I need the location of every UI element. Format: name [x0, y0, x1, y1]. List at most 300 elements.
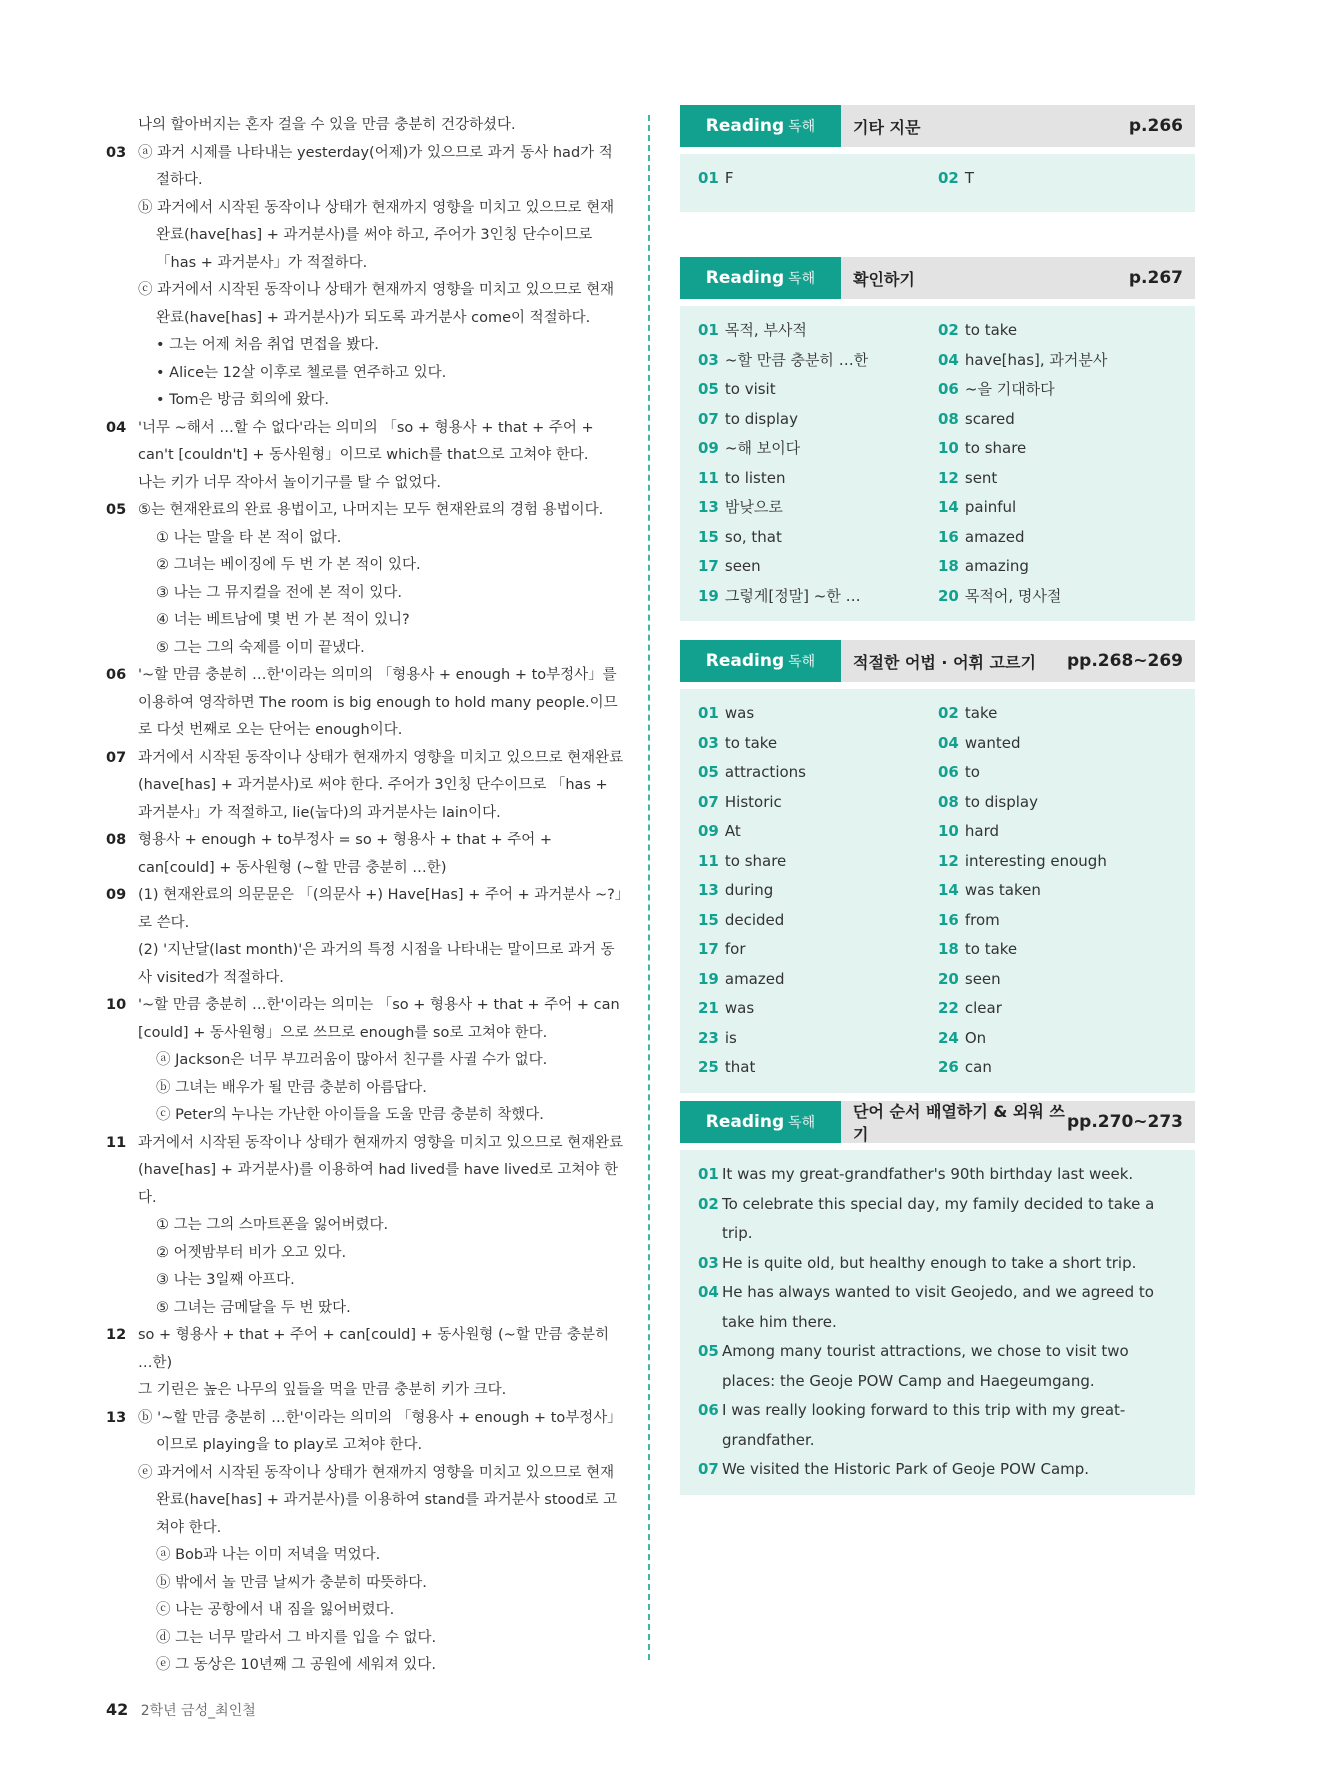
item-number: [106, 1542, 138, 1570]
answer-value: wanted: [964, 733, 1021, 752]
explanation-row: [106, 552, 626, 580]
answer-grid: [698, 316, 1177, 611]
explanation-row: [106, 1570, 626, 1598]
badge-sub-label: 독해: [788, 119, 816, 135]
answer-item: [698, 493, 938, 523]
answer-value: 목적어, 명사절: [964, 586, 1062, 605]
intro-text: 나의 할아버지는 혼자 걸을 수 있을 만큼 충분히 건강하셨다.: [138, 117, 516, 133]
explanation-text: • Alice는 12살 이후로 첼로를 연주하고 있다.: [156, 364, 447, 381]
reading-badge: [680, 257, 841, 299]
item-number: [106, 360, 138, 388]
explanation-text: ⓐ Bob과 나는 이미 저녁을 먹었다.: [156, 1547, 381, 1563]
item-number: 12: [106, 1327, 127, 1343]
item-number: [106, 277, 138, 332]
answer-value: 밤낮으로: [724, 498, 783, 516]
section-page: p.267: [1128, 268, 1183, 288]
explanation-text: ③ 나는 그 뮤지컬을 전에 본 적이 있다.: [156, 584, 402, 601]
reading-badge: [680, 640, 841, 682]
answer-number: 02: [938, 169, 959, 187]
answer-number: 25: [698, 1058, 719, 1076]
item-number: [106, 470, 138, 498]
answer-item: [698, 994, 938, 1024]
answer-value: ~을 기대하다: [964, 380, 1055, 398]
section-title-bar: [841, 1101, 1195, 1143]
explanation-text: ⓔ 과거에서 시작된 동작이나 상태가 현재까지 영향을 미치고 있으므로 현재완료(have[has] + 과거분사)를 이용하여 stand를 과거분사 stood로 고쳐야 한다.: [138, 1464, 618, 1536]
answer-box: [680, 1150, 1195, 1495]
answer-item: [698, 935, 938, 965]
item-number: [106, 1570, 138, 1598]
item-number: 06: [106, 667, 127, 683]
answer-value: to display: [724, 409, 798, 428]
sentence-item: [698, 1278, 1177, 1337]
answer-number: 18: [938, 557, 959, 575]
item-number: [106, 1597, 138, 1625]
section-page: p.266: [1128, 116, 1183, 136]
section-title: 기타 지문: [853, 117, 921, 137]
item-number: 07: [106, 749, 127, 766]
answer-number: 09: [698, 822, 719, 840]
explanation-row: [106, 1597, 626, 1625]
answer-item: [938, 729, 1177, 759]
answer-number: 17: [698, 557, 719, 575]
answer-value: amazing: [964, 557, 1029, 575]
answer-item: [938, 434, 1177, 464]
answer-item: [698, 464, 938, 494]
explanation-text: ⑤ 그녀는 금메달을 두 번 땄다.: [156, 1299, 351, 1316]
section-header: [680, 257, 1195, 299]
answer-value: to visit: [724, 380, 776, 398]
explanation-row: [106, 195, 626, 278]
answer-value: ~해 보이다: [724, 439, 801, 457]
explanation-text: ① 그는 그의 스마트폰을 잃어버렸다.: [156, 1217, 389, 1233]
item-number: 03: [106, 144, 127, 161]
answer-value: can: [964, 1058, 992, 1076]
explanation-text: • 그는 어제 처음 취업 면접을 봤다.: [156, 337, 379, 353]
explanation-row: [106, 1405, 626, 1460]
answer-value: sent: [964, 468, 998, 487]
item-number: [106, 1102, 138, 1130]
explanation-row: [106, 470, 626, 498]
explanation-text: 그 기린은 높은 나무의 잎들을 먹을 만큼 충분히 키가 크다.: [138, 1382, 507, 1398]
explanation-row: [106, 1047, 626, 1075]
answer-value: to take: [724, 733, 778, 752]
answer-value: during: [724, 881, 774, 899]
explanation-text: ⓓ 그는 너무 말라서 그 바지를 입을 수 없다.: [156, 1629, 437, 1646]
answer-item: [938, 523, 1177, 553]
item-number: [106, 387, 138, 415]
answer-item: [698, 906, 938, 936]
explanation-text: ⓐ 과거 시제를 나타내는 yesterday(어제)가 있으므로 과거 동사 had가 적절하다.: [138, 144, 613, 188]
answer-value: have[has], 과거분사: [964, 350, 1108, 369]
item-number: 08: [106, 832, 127, 848]
item-number: [106, 1240, 138, 1268]
answer-value: Historic: [724, 792, 782, 811]
answer-value: was: [724, 704, 755, 722]
explanation-text: (1) 현재완료의 의문문은 「(의문사 +) Have[Has] + 주어 + 과거분사 ~?」로 쓴다.: [138, 887, 623, 931]
sentence-text: It was my great-grandfather's 90th birthday last week.: [722, 1165, 1134, 1183]
answer-item: [938, 699, 1177, 729]
item-number: 10: [106, 997, 127, 1013]
item-number: 11: [106, 1134, 127, 1151]
answer-number: 26: [938, 1058, 959, 1076]
answer-value: At: [724, 822, 741, 840]
answer-grid: [698, 164, 1177, 194]
answer-number: 02: [938, 321, 959, 339]
explanation-text: ③ 나는 3일째 아프다.: [156, 1272, 295, 1288]
answer-number: 22: [938, 999, 959, 1017]
sentence-number: 01: [698, 1165, 719, 1183]
item-number: [106, 552, 138, 580]
item-number: [106, 1377, 138, 1405]
answer-item: [938, 758, 1177, 788]
answer-value: so, that: [724, 527, 782, 546]
item-number: [106, 332, 138, 360]
explanation-row: [106, 607, 626, 635]
answer-item: [698, 552, 938, 582]
answer-value: seen: [724, 557, 761, 575]
sentence-text: I was really looking forward to this trip with my great-grandfather.: [722, 1401, 1126, 1449]
answer-number: 12: [938, 851, 959, 870]
answer-number: 08: [938, 409, 959, 428]
explanation-row: [106, 745, 626, 828]
sentence-text: We visited the Historic Park of Geoje POW Camp.: [722, 1460, 1090, 1478]
section-title: 적절한 어법 · 어휘 고르기: [853, 652, 1036, 672]
answer-item: [938, 847, 1177, 877]
sentence-item: [698, 1190, 1177, 1249]
explanation-row: [106, 992, 626, 1047]
explanation-row: [106, 1652, 626, 1680]
answer-number: 07: [698, 409, 719, 428]
answer-item: [938, 935, 1177, 965]
answer-item: [698, 788, 938, 818]
answer-value: was taken: [964, 881, 1041, 899]
item-number: 09: [106, 887, 127, 903]
answer-value: to display: [964, 792, 1038, 811]
explanation-text: ② 그녀는 베이징에 두 번 가 본 적이 있다.: [156, 557, 421, 573]
answer-value: hard: [964, 822, 999, 840]
explanation-row: [106, 580, 626, 608]
answer-item: [938, 346, 1177, 376]
answer-item: [938, 316, 1177, 346]
answer-value: decided: [724, 910, 785, 929]
answer-item: [698, 758, 938, 788]
answer-item: [698, 729, 938, 759]
answer-item: [698, 876, 938, 906]
section-title-bar: [841, 640, 1195, 682]
explanation-text: ⓑ '~할 만큼 충분히 …한'이라는 의미의 「형용사 + enough + to부정사」이므로 playing을 to play로 고쳐야 한다.: [138, 1409, 622, 1453]
answer-value: to take: [964, 940, 1018, 958]
section-page: pp.268~269: [1066, 651, 1183, 671]
answer-value: was: [724, 999, 755, 1017]
answer-value: is: [724, 1028, 737, 1047]
answer-item: [938, 375, 1177, 405]
answer-value: attractions: [724, 763, 806, 781]
answer-item: [698, 164, 938, 194]
sentence-number: 05: [698, 1342, 719, 1360]
explanation-text: 과거에서 시작된 동작이나 상태가 현재까지 영향을 미치고 있으므로 현재완료(have[has] + 과거분사)로 써야 한다. 주어가 3인칭 단수이므로 「has + 과거분사」가 적절하고, lie(눕다)의 과거분사는 lain이다.: [138, 749, 624, 821]
footer-text: 2학년 금성_최인철: [140, 1703, 256, 1719]
explanation-row: [106, 1102, 626, 1130]
answer-number: 06: [938, 380, 959, 398]
item-number: [106, 580, 138, 608]
answer-value: for: [724, 940, 746, 958]
answer-number: 03: [698, 733, 719, 752]
answer-value: to share: [964, 439, 1027, 457]
explanation-row: [106, 1460, 626, 1543]
answer-number: 13: [698, 881, 719, 899]
item-number: [106, 1075, 138, 1103]
answer-number: 05: [698, 763, 719, 781]
explanation-text: ⓔ 그 동상은 10년째 그 공원에 세워져 있다.: [156, 1657, 436, 1673]
explanation-row: [106, 1625, 626, 1653]
item-number: [106, 1047, 138, 1075]
answer-item: [698, 1053, 938, 1083]
explanation-text: so + 형용사 + that + 주어 + can[could] + 동사원형 (~할 만큼 충분히 …한): [138, 1327, 610, 1371]
answer-number: 23: [698, 1028, 719, 1047]
column-divider: [648, 115, 650, 1660]
explanation-row: [106, 1240, 626, 1268]
answer-item: [938, 552, 1177, 582]
sentence-item: [698, 1396, 1177, 1455]
answer-item: [938, 405, 1177, 435]
explanation-row: [106, 525, 626, 553]
sentence-number: 06: [698, 1401, 719, 1419]
item-number: 04: [106, 419, 127, 436]
answer-item: [938, 906, 1177, 936]
answer-value: to share: [724, 851, 787, 870]
answer-number: 20: [938, 969, 959, 988]
answer-number: 01: [698, 704, 719, 722]
explanation-row: [106, 1267, 626, 1295]
explanation-row: [106, 360, 626, 388]
answer-value: ~할 만큼 충분히 …한: [724, 350, 869, 369]
sentence-item: [698, 1160, 1177, 1190]
sentence-number: 04: [698, 1283, 719, 1301]
answer-item: [938, 817, 1177, 847]
section-header: [680, 105, 1195, 147]
answer-value: to listen: [724, 468, 786, 487]
explanation-text: ② 어젯밤부터 비가 오고 있다.: [156, 1244, 347, 1261]
answer-value: 목적, 부사적: [724, 321, 807, 339]
explanation-text: ① 나는 말을 타 본 적이 없다.: [156, 529, 342, 546]
section-title-bar: [841, 257, 1195, 299]
item-number: [106, 1295, 138, 1323]
section-title-bar: [841, 105, 1195, 147]
answer-number: 01: [698, 169, 719, 187]
explanation-row: [106, 497, 626, 525]
answer-item: [938, 582, 1177, 612]
sentence-item: [698, 1249, 1177, 1279]
answer-number: 15: [698, 910, 719, 929]
answer-number: 13: [698, 498, 719, 516]
answer-item: [938, 1024, 1177, 1054]
answer-item: [938, 1053, 1177, 1083]
answer-number: 03: [698, 350, 719, 369]
section-header: [680, 640, 1195, 682]
explanation-row: [106, 937, 626, 992]
answer-number: 17: [698, 940, 719, 958]
answer-box: [680, 306, 1195, 621]
explanation-row: [106, 140, 626, 195]
answer-item: [938, 876, 1177, 906]
explanation-text: ⓒ Peter의 누나는 가난한 아이들을 도울 만큼 충분히 착했다.: [156, 1107, 544, 1123]
answer-number: 07: [698, 792, 719, 811]
badge-sub-label: 독해: [788, 1115, 816, 1131]
explanation-text: • Tom은 방금 회의에 왔다.: [156, 392, 330, 408]
left-column: [106, 112, 626, 1680]
answer-number: 16: [938, 527, 959, 546]
answer-item: [698, 434, 938, 464]
explanation-row: [106, 662, 626, 745]
answer-number: 10: [938, 822, 959, 840]
answer-number: 04: [938, 733, 959, 752]
answer-item: [698, 316, 938, 346]
answer-item: [938, 965, 1177, 995]
answer-number: 18: [938, 940, 959, 958]
answer-item: [698, 405, 938, 435]
badge-sub-label: 독해: [788, 654, 816, 670]
answer-number: 19: [698, 969, 719, 988]
explanation-row: [106, 1130, 626, 1213]
sentence-text: Among many tourist attractions, we chose to visit two places: the Geoje POW Camp and Haegeumgang.: [722, 1342, 1129, 1390]
answer-number: 01: [698, 321, 719, 339]
answer-item: [698, 582, 938, 612]
item-number: [106, 937, 138, 992]
explanation-text: ⑤ 그는 그의 숙제를 이미 끝냈다.: [156, 639, 365, 656]
explanation-text: ⓐ Jackson은 너무 부끄러움이 많아서 친구를 사귈 수가 없다.: [156, 1052, 548, 1068]
answer-section: [680, 257, 1195, 621]
item-number: 05: [106, 502, 127, 518]
item-number: [106, 607, 138, 635]
answer-value: that: [724, 1058, 756, 1076]
item-number: [106, 1652, 138, 1680]
answer-box: [680, 689, 1195, 1093]
sentence-item: [698, 1455, 1177, 1485]
sentence-number: 03: [698, 1253, 719, 1272]
explanation-row: [106, 1212, 626, 1240]
explanation-row: [106, 1322, 626, 1377]
sentence-item: [698, 1337, 1177, 1396]
section-title: 단어 순서 배열하기 & 외워 쓰기: [853, 1102, 1065, 1144]
explanation-text: ⑤는 현재완료의 완료 용법이고, 나머지는 모두 현재완료의 경험 용법이다.: [138, 502, 604, 518]
answer-value: amazed: [724, 969, 785, 988]
explanation-row: [106, 635, 626, 663]
badge-sub-label: 독해: [788, 271, 816, 287]
answer-section: [680, 105, 1195, 212]
sentence-list: [698, 1160, 1177, 1485]
section-header: [680, 1101, 1195, 1143]
section-title: 확인하기: [853, 269, 915, 289]
explanation-text: ④ 너는 베트남에 몇 번 가 본 적이 있니?: [156, 612, 410, 628]
explanation-text: (2) '지난달(last month)'은 과거의 특정 시점을 나타내는 말이므로 과거 동사 visited가 적절하다.: [138, 942, 615, 986]
answer-item: [698, 523, 938, 553]
item-number: [106, 1460, 138, 1543]
answer-number: 06: [938, 763, 959, 781]
answer-value: to: [964, 763, 980, 781]
answer-box: [680, 154, 1195, 212]
answer-value: to take: [964, 321, 1018, 339]
answer-value: clear: [964, 999, 1002, 1017]
item-number: 13: [106, 1409, 127, 1426]
reading-badge: [680, 105, 841, 147]
explanation-text: ⓑ 밖에서 놀 만큼 날씨가 충분히 따뜻하다.: [156, 1574, 427, 1591]
answer-value: interesting enough: [964, 851, 1107, 870]
answer-value: On: [964, 1028, 987, 1047]
answer-number: 20: [938, 586, 959, 605]
section-page: pp.270~273: [1066, 1112, 1183, 1132]
answer-value: painful: [964, 498, 1017, 516]
page-footer: [106, 1700, 256, 1720]
sentence-number: 07: [698, 1460, 719, 1478]
sentence-text: He is quite old, but healthy enough to take a short trip.: [722, 1253, 1137, 1272]
answer-value: from: [964, 910, 1000, 929]
answer-number: 24: [938, 1028, 959, 1047]
badge-label: Reading: [705, 651, 785, 671]
explanation-row: [106, 1542, 626, 1570]
answer-number: 05: [698, 380, 719, 398]
answer-number: 04: [938, 350, 959, 369]
item-number: [106, 635, 138, 663]
explanation-row: [106, 827, 626, 882]
explanation-text: 과거에서 시작된 동작이나 상태가 현재까지 영향을 미치고 있으므로 현재완료(have[has] + 과거분사)를 이용하여 had lived를 have lived로 고쳐야 한다.: [138, 1134, 624, 1206]
explanation-row: [106, 415, 626, 470]
answer-value: amazed: [964, 527, 1025, 546]
explanation-text: '너무 ~해서 …할 수 없다'라는 의미의 「so + 형용사 + that + 주어 + can't [couldn't] + 동사원형」이므로 which를 that으로 고쳐야 한다.: [138, 419, 594, 463]
answer-section: [680, 640, 1195, 1093]
explanation-text: 형용사 + enough + to부정사 = so + 형용사 + that + 주어 + can[could] + 동사원형 (~할 만큼 충분히 …한): [138, 832, 553, 876]
answer-value: F: [724, 169, 734, 187]
explanation-row: [106, 387, 626, 415]
sentence-text: To celebrate this special day, my family decided to take a trip.: [722, 1194, 1155, 1242]
answer-number: 02: [938, 704, 959, 722]
item-number: [106, 195, 138, 278]
answer-item: [698, 965, 938, 995]
answer-item: [698, 375, 938, 405]
explanation-row: [106, 882, 626, 937]
answer-section: [680, 1101, 1195, 1495]
answer-number: 19: [698, 586, 719, 605]
item-number: [106, 1267, 138, 1295]
sentence-number: 02: [698, 1194, 719, 1213]
answer-value: seen: [964, 969, 1001, 988]
answer-grid: [698, 699, 1177, 1083]
answer-value: T: [964, 169, 975, 187]
answer-number: 14: [938, 881, 959, 899]
page-number: 42: [106, 1700, 129, 1719]
answer-value: take: [964, 704, 998, 722]
answer-item: [938, 994, 1177, 1024]
reading-badge: [680, 1101, 841, 1143]
explanation-row: [106, 277, 626, 332]
answer-item: [698, 1024, 938, 1054]
answer-number: 16: [938, 910, 959, 929]
item-number: [106, 1625, 138, 1653]
item-number: [106, 1212, 138, 1240]
answer-number: 14: [938, 498, 959, 516]
explanation-row: [106, 1377, 626, 1405]
answer-item: [698, 817, 938, 847]
badge-label: Reading: [705, 1112, 785, 1132]
explanation-text: 나는 키가 너무 작아서 놀이기구를 탈 수 없었다.: [138, 474, 442, 491]
answer-item: [938, 164, 1177, 194]
explanation-text: '~할 만큼 충분히 …한'이라는 의미는 「so + 형용사 + that + 주어 + can [could] + 동사원형」으로 쓰므로 enough를 so로 고쳐야 한다.: [138, 997, 620, 1041]
answer-item: [938, 788, 1177, 818]
answer-number: 11: [698, 468, 719, 487]
answer-number: 21: [698, 999, 719, 1017]
sentence-text: He has always wanted to visit Geojedo, and we agreed to take him there.: [722, 1283, 1154, 1331]
badge-label: Reading: [705, 116, 785, 136]
explanation-text: ⓒ 과거에서 시작된 동작이나 상태가 현재까지 영향을 미치고 있으므로 현재완료(have[has] + 과거분사)가 되도록 과거분사 come이 적절하다.: [138, 282, 615, 326]
